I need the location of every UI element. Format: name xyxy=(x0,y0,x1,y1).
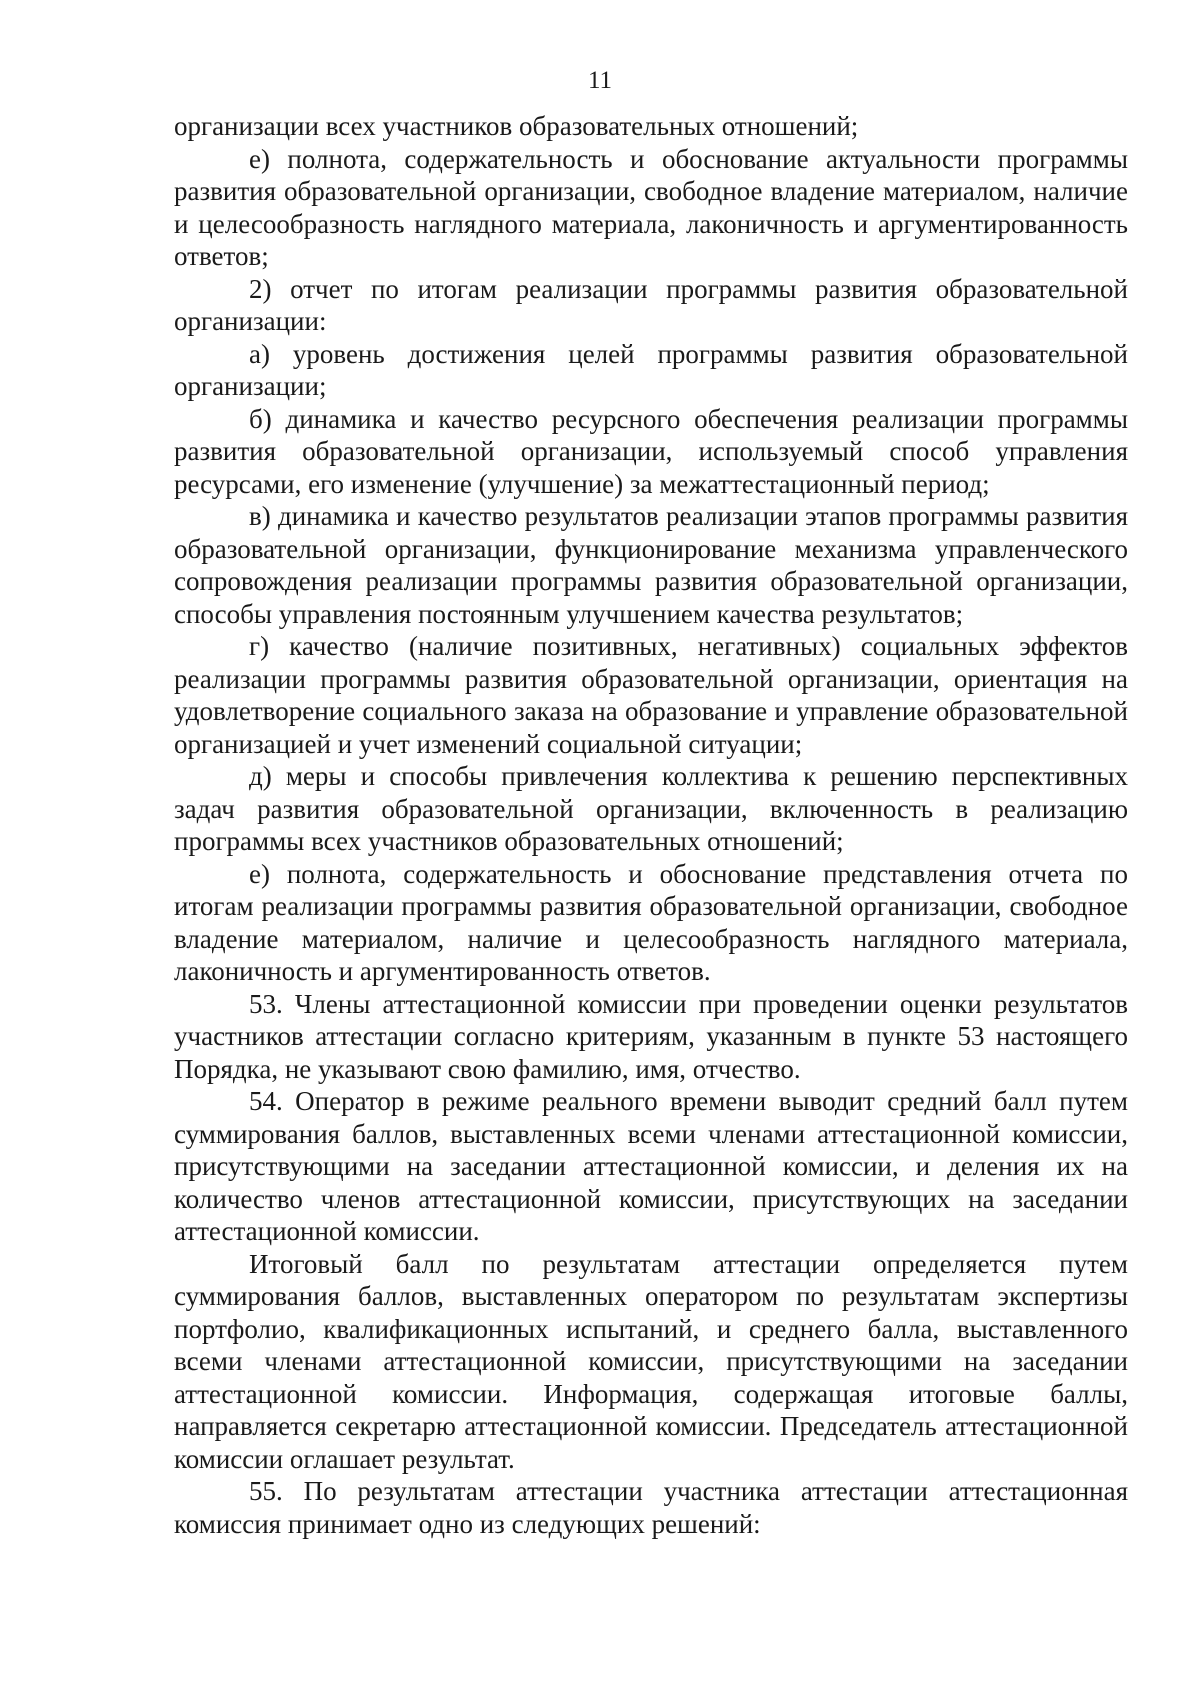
page-number: 11 xyxy=(587,67,613,94)
paragraph: б) динамика и качество ресурсного обеспечения реализации программы развития образовательной организации, используемый способ управления ресурсами, его изменение (улучшение) за межаттестационный период; xyxy=(174,403,1128,499)
paragraph: г) качество (наличие позитивных, негативных) социальных эффектов реализации программы развития образовательной организации, ориентация на удовлетворение социального заказа на образование и управление образовательной организацией и учет изменений социальной ситуации; xyxy=(174,631,1128,759)
paragraph: Итоговый балл по результатам аттестации определяется путем суммирования баллов, выставленных оператором по результатам экспертизы портфолио, квалификационных испытаний, и среднего балла, выставленного всеми членами аттестационной комиссии, присутствующими на заседании аттестационной комиссии. Информация, содержащая итоговые баллы, направляется секретарю аттестационной комиссии. Председатель аттестационной комиссии оглашает результат. xyxy=(174,1248,1128,1474)
paragraph: е) полнота, содержательность и обоснование актуальности программы развития образовательной организации, свободное владение материалом, наличие и целесообразность наглядного материала, лаконичность и аргументированность ответов; xyxy=(174,143,1128,271)
paragraph: организации всех участников образовательных отношений; xyxy=(174,111,859,141)
paragraph: д) меры и способы привлечения коллектива к решению перспективных задач развития образовательной организации, включенность в реализацию программы всех участников образовательных отношений; xyxy=(174,761,1128,856)
paragraph: 2) отчет по итогам реализации программы развития образовательной организации: xyxy=(174,273,1128,336)
paragraph: 53. Члены аттестационной комиссии при проведении оценки результатов участников аттестации согласно критериям, указанным в пункте 53 настоящего Порядка, не указывают свою фамилию, имя, отчество. xyxy=(174,988,1128,1084)
paragraph: а) уровень достижения целей программы развития образовательной организации; xyxy=(174,338,1128,401)
paragraph: в) динамика и качество результатов реализации этапов программы развития образовательной организации, функционирование механизма управленческого сопровождения реализации программы развития образовательной организации, способы управления постоянным улучшением качества результатов; xyxy=(174,501,1128,629)
paragraph: 55. По результатам аттестации участника аттестации аттестационная комиссия принимает одно из следующих решений: xyxy=(174,1476,1128,1539)
paragraph: е) полнота, содержательность и обоснование представления отчета по итогам реализации программы развития образовательной организации, свободное владение материалом, наличие и целесообразность наглядного материала, лаконичность и аргументированность ответов. xyxy=(174,858,1128,986)
paragraph: 54. Оператор в режиме реального времени выводит средний балл путем суммирования баллов, выставленных всеми членами аттестационной комиссии, присутствующими на заседании аттестационной комиссии, и деления их на количество членов аттестационной комиссии, присутствующих на заседании аттестационной комиссии. xyxy=(174,1086,1128,1246)
document-body xyxy=(174,110,1128,1540)
